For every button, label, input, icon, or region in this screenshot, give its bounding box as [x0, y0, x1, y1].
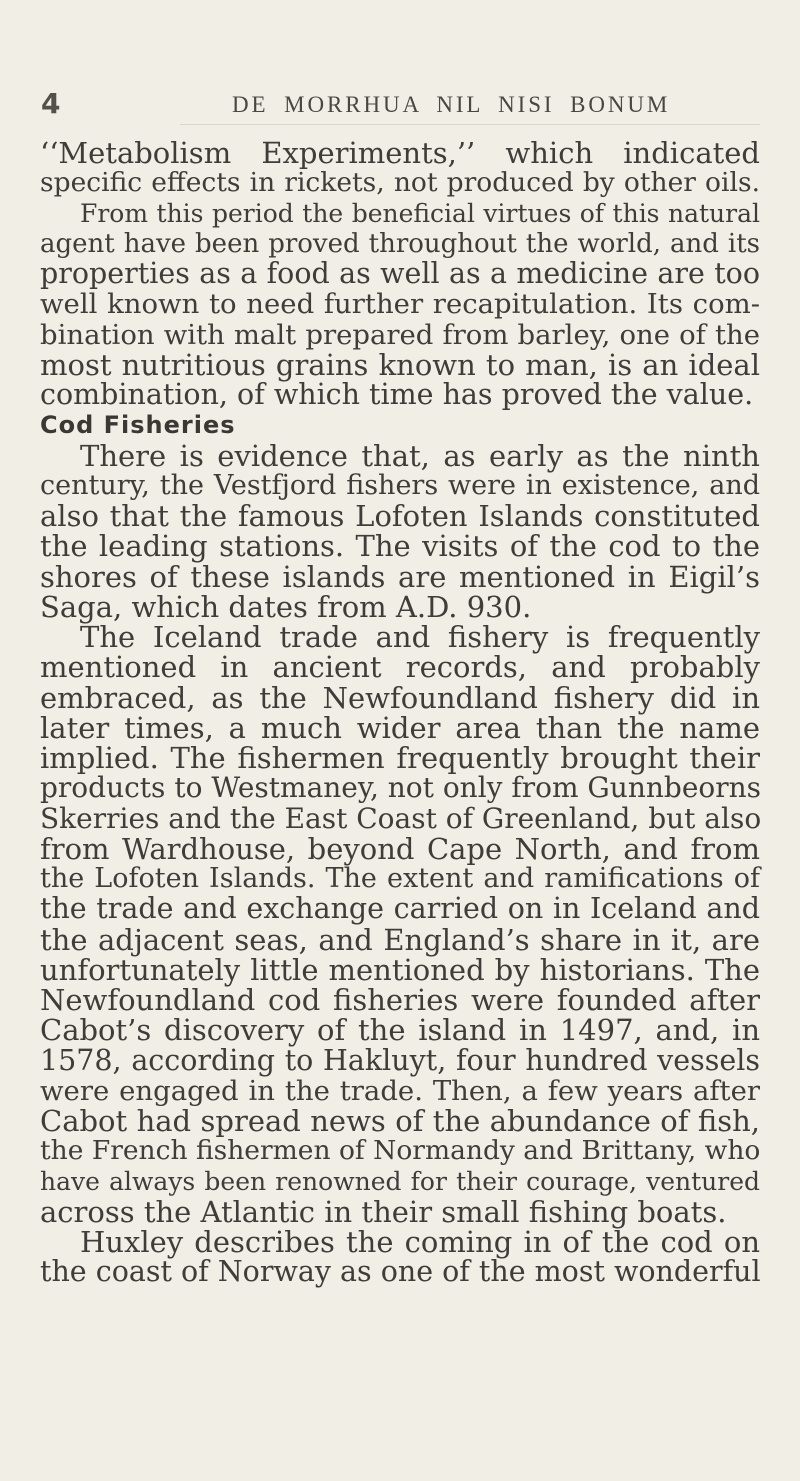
text-line: well known to need further recapitulation. Its com-	[40, 288, 760, 321]
running-head: DE MORRHUA NIL NISI BONUM	[232, 92, 671, 117]
text-line: Cabot had spread news of the abundance of fish,	[40, 1104, 760, 1138]
text-line: bination with malt prepared from barley, one of the	[40, 318, 760, 351]
text-line: the Lofoten Islands. The extent and ramifications of	[40, 863, 760, 894]
text-line: specific effects in rickets, not produced by other oils.	[40, 167, 760, 199]
text-line: across the Atlantic in their small fishing boats.	[40, 1194, 727, 1229]
text-line: From this period the beneficial virtues of this natural	[80, 198, 760, 228]
paragraph	[40, 199, 760, 411]
body-text	[40, 138, 760, 1288]
paragraph	[40, 622, 760, 1227]
text-line: embraced, as the Newfoundland fishery did in	[40, 680, 760, 715]
paragraph	[40, 1227, 760, 1288]
text-line: Huxley describes the coming in of the cod on	[80, 1225, 760, 1259]
text-line: unfortunately little mentioned by historians. The	[40, 952, 760, 987]
text-line: implied. The fishermen frequently brought their	[40, 741, 760, 775]
page-number: 4	[41, 87, 61, 120]
text-line: combination, of which time has proved the value.	[40, 378, 754, 411]
text-line: Skerries and the East Coast of Greenland, but also	[40, 801, 762, 835]
text-line: The Iceland trade and fishery is frequently	[80, 620, 760, 654]
text-line: agent have been proved throughout the world, and its	[40, 228, 760, 259]
text-line: products to Westmaney, not only from Gunnbeorns	[40, 771, 762, 805]
paragraph	[40, 138, 760, 199]
text-line: the French fishermen of Normandy and Brittany, who	[40, 1135, 761, 1167]
text-line: most nutritious grains known to man, is an ideal	[40, 347, 760, 382]
section-heading: Cod Fisheries	[40, 411, 236, 440]
text-line: Newfoundland cod fisheries were founded after	[40, 983, 760, 1017]
text-line: mentioned in ancient records, and probably	[40, 650, 760, 685]
text-line: later times, a much wider area than the name	[40, 710, 760, 745]
text-line: the trade and exchange carried on in Iceland and	[40, 892, 760, 926]
text-line: the adjacent seas, and England’s share in it, are	[40, 922, 760, 957]
text-line: properties as a food as well as a medicine are too	[40, 257, 760, 290]
text-line: 1578, according to Hakluyt, four hundred vessels	[40, 1043, 760, 1077]
text-line: Saga, which dates from A.D. 930.	[40, 589, 532, 624]
text-line: ‘‘Metabolism Experiments,’’ which indicated	[40, 136, 760, 170]
text-line: were engaged in the trade. Then, a few years after	[40, 1074, 760, 1107]
header-rule	[180, 124, 760, 125]
paragraph	[40, 438, 760, 624]
text-line: Cabot’s discovery of the island in 1497, and, in	[40, 1013, 760, 1048]
text-line: shores of these islands are mentioned in Eigil’s	[40, 559, 760, 594]
text-line: also that the famous Lofoten Islands constituted	[40, 499, 760, 533]
text-line: have always been renowned for their courage, ventured	[40, 1166, 760, 1196]
text-line: the leading stations. The visits of the cod to the	[40, 529, 760, 564]
page-header	[40, 84, 760, 124]
text-line: from Wardhouse, beyond Cape North, and from	[40, 831, 760, 866]
text-line: There is evidence that, as early as the ninth	[80, 438, 760, 473]
text-line: century, the Vestfjord fishers were in existence, and	[40, 469, 760, 501]
text-line: the coast of Norway as one of the most wonderful	[40, 1255, 761, 1289]
